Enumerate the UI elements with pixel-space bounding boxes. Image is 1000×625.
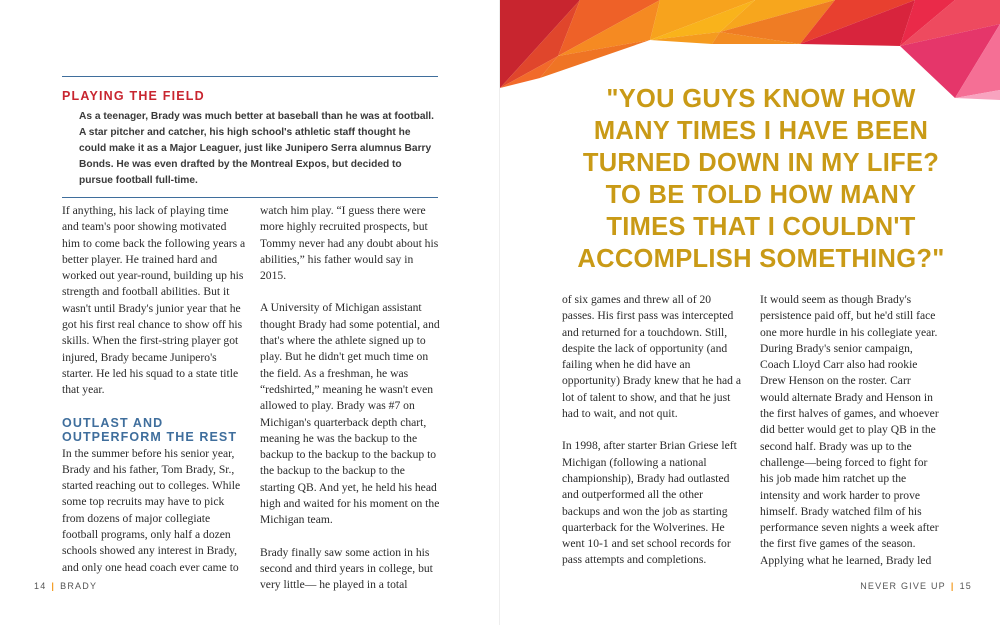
right-column-1 [562, 292, 742, 569]
running-head-left: BRADY [60, 581, 98, 591]
running-head-right: NEVER GIVE UP [860, 581, 946, 591]
body-paragraph: It would seem as though Brady's persistence paid off, but he'd still face one more hurdle in his collegiate year. During Brady's senior campaign, Coach Lloyd Carr also had rookie Drew Henson on the roster. Carr would alternate Brady and Henson in the first halves of games, and whoever did better would get to play QB in the second half. Brady was up to the challenge—being forced to fight for his job made him ratchet up the intensity and work harder to prove himself. Brady watched film of his performance seven nights a week after the first five games of the season. Applying what he learned, Brady led [760, 293, 939, 567]
sidebar-bottom-rule [62, 197, 438, 198]
folio-right [860, 581, 972, 591]
sidebar-body: As a teenager, Brady was much better at baseball than he was at football. A star pitcher and catcher, his high school's athletic staff thought he could make it as a Major Leaguer, just like Junipero Serra alumnus Barry Bonds. He was even drafted by the Montreal Expos, but decided to pursue football full-time. [79, 111, 434, 186]
body-paragraph: In 1998, after starter Brian Griese left Michigan (following a national championship), Brady had outlasted and outperformed all the other backups and won the job as starting quarterback for the Wolverines. He went 10-1 and set school records for pass attempts and completions. [562, 439, 737, 567]
body-paragraph: Brady finally saw some action in his second and third years in college, but very little— he played in a total [260, 545, 433, 592]
right-column-2 [760, 292, 942, 569]
body-paragraph: watch him play. “I guess there were more highly recruited prospects, but Tommy never had any doubt about his abilities,” his father would say in 2015. [260, 204, 439, 283]
sidebar-box [62, 76, 438, 198]
body-paragraph: of six games and threw all of 20 passes. His first pass was intercepted and returned for a touchdown. Still, despite the lack of opportunity (and failing when he did have an opportunity) Brady knew that he had a lot of talent to show, and that he just had to wait, and not quit. [562, 293, 742, 421]
left-column-2 [260, 203, 440, 594]
body-paragraph: If anything, his lack of playing time and team's poor showing motivated him to come back the following years a better player. He trained hard and worked out year-round, building up his strength and football abilities. But it wasn't until Brady's junior year that he got his first real chance to show off his skills. When the first-string player got injured, Brady became Junipero's starter. He led his squad to a state title that year. [62, 204, 246, 397]
body-paragraph: In the summer before his senior year, Brady and his father, Tom Brady, Sr., started reaching out to colleges. While some top recruits may have to pick from dozens of major collegiate football programs, only half a dozen schools showed any interest in Brady, and only one head coach ever came to [62, 446, 241, 574]
folio-separator: | [51, 581, 56, 591]
pull-quote: "YOU GUYS KNOW HOW MANY TIMES I HAVE BEEN TURNED DOWN IN MY LIFE? TO BE TOLD HOW MANY TIMES THAT I COULDN'T ACCOMPLISH SOMETHING?" [577, 85, 945, 273]
sidebar-top-rule [62, 76, 438, 77]
left-column-1 [62, 203, 246, 576]
page-number-right: 15 [959, 581, 972, 591]
folio-left [34, 581, 97, 591]
page-number-left: 14 [34, 581, 47, 591]
sidebar-title: PLAYING THE FIELD [62, 89, 205, 103]
section-subhead: OUTLAST AND OUTPERFORM THE REST [62, 415, 238, 444]
body-paragraph: A University of Michigan assistant thought Brady had some potential, and that's where the athlete signed up to play. But he didn't get much time on the field. As a freshman, he was “redshirted,” meaning he wasn't even allowed to play. Brady was #7 on Michigan's quarterback depth chart, meaning he was the backup to the backup to the backup to the backup to the backup to the backup to the starting QB. And yet, he held his head high and waited for his moment on the Michigan team. [260, 301, 440, 527]
folio-separator: | [950, 581, 955, 591]
